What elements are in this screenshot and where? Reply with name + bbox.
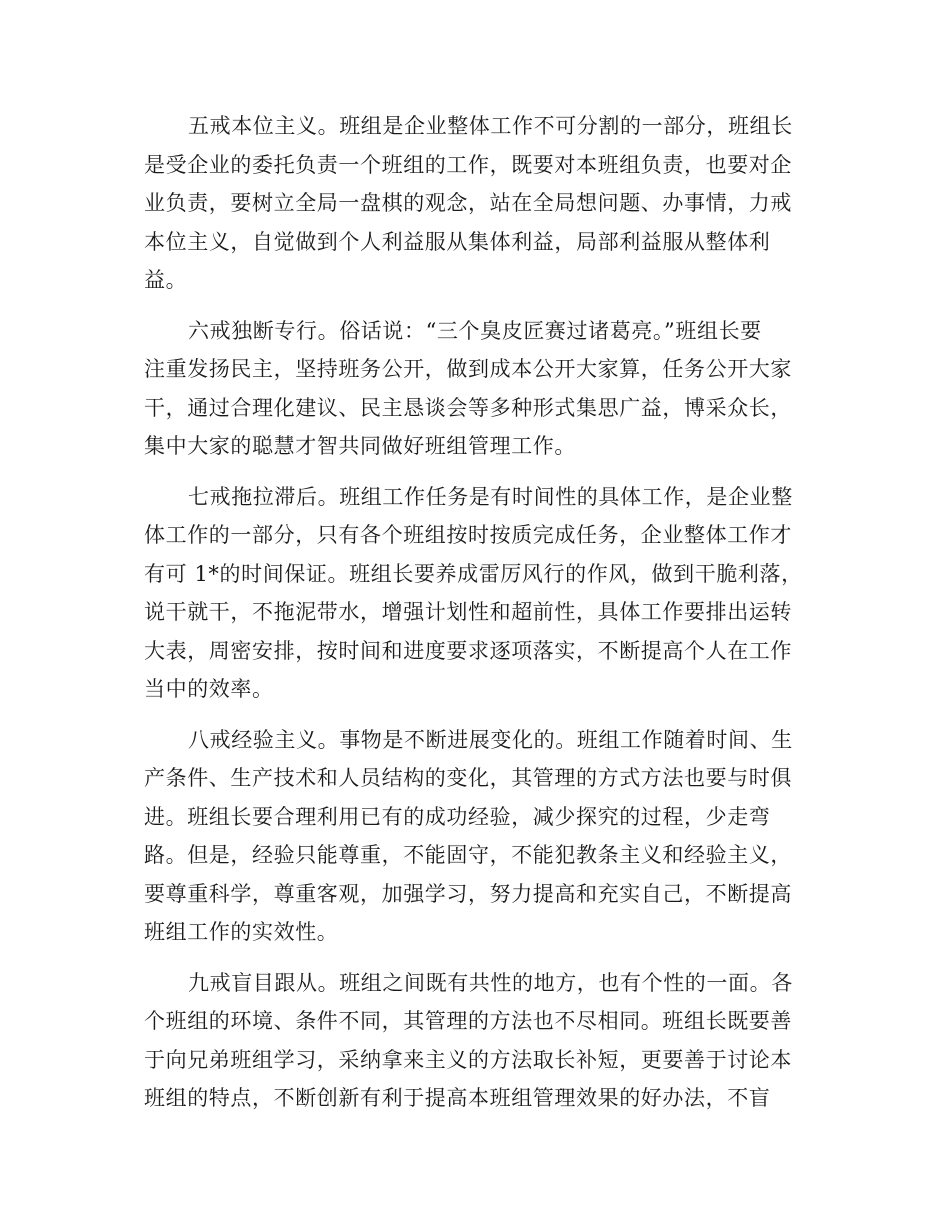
text-line: 本位主义，自觉做到个人利益服从集体利益，局部利益服从整体利 (144, 229, 771, 254)
text-line: 注重发扬民主，坚持班务公开，做到成本公开大家算，任务公开大家 (144, 357, 792, 381)
text-line: 六戒独断专行。俗话说：“三个臭皮匠赛过诸葛亮。”班组长要 (188, 318, 762, 343)
text-line: 产条件、生产技术和人员结构的变化，其管理的方式方法也要与时俱 (144, 766, 792, 790)
text-line: 干，通过合理化建议、民主恳谈会等多种形式集思广益，博采众长， (144, 395, 792, 420)
text-line: 路。但是，经验只能尊重，不能固守，不能犯教条主义和经验主义， (144, 843, 792, 867)
paragraph-liujie (144, 312, 800, 466)
text-line: 大表，周密安排，按时间和进度要求逐项落实，不断提高个人在工作 (144, 638, 792, 663)
text-line: 八戒经验主义。事物是不断进展变化的。班组工作随着时间、生 (188, 727, 793, 752)
text-line: 九戒盲目跟从。班组之间既有共性的地方，也有个性的一面。各 (188, 970, 793, 995)
paragraph-jiujie (144, 964, 800, 1118)
text-line: 七戒拖拉滞后。班组工作任务是有时间性的具体工作，是企业整 (188, 484, 793, 509)
text-line: 当中的效率。 (144, 677, 274, 701)
text-line: 五戒本位主义。班组是企业整体工作不可分割的一部分，班组长 (188, 114, 793, 138)
text-line: 业负责，要树立全局一盘棋的观念，站在全局想问题、办事情，力戒 (144, 191, 792, 215)
text-line: 说干就干，不拖泥带水，增强计划性和超前性，具体工作要排出运转 (144, 600, 792, 624)
text-line: 体工作的一部分，只有各个班组按时按质完成任务，企业整体工作才 (144, 523, 792, 547)
text-line: 有可 1*的时间保证。班组长要养成雷厉风行的作风，做到干脆利落， (144, 561, 803, 586)
paragraph-wujie (144, 107, 800, 300)
text-line: 于向兄弟班组学习，采纳拿来主义的方法取长补短，更要善于讨论本 (144, 1047, 792, 1072)
text-line: 集中大家的聪慧才智共同做好班组管理工作。 (144, 434, 576, 458)
text-line: 要尊重科学，尊重客观，加强学习，努力提高和充实自己，不断提高 (144, 881, 792, 906)
paragraph-bajie (144, 721, 800, 952)
text-line: 益。 (144, 268, 188, 292)
text-line: 个班组的环境、条件不同，其管理的方法也不尽相同。班组长既要善 (144, 1009, 792, 1033)
paragraph-qijie (144, 478, 803, 709)
text-line: 班组的特点，不断创新有利于提高本班组管理效果的好办法，不盲 (144, 1086, 771, 1110)
text-line: 是受企业的委托负责一个班组的工作，既要对本班组负责，也要对企 (144, 152, 792, 177)
document-page (144, 107, 803, 1130)
text-line: 班组工作的实效性。 (144, 920, 339, 944)
text-line: 进。班组长要合理利用已有的成功经验，减少探究的过程，少走弯 (144, 804, 771, 829)
